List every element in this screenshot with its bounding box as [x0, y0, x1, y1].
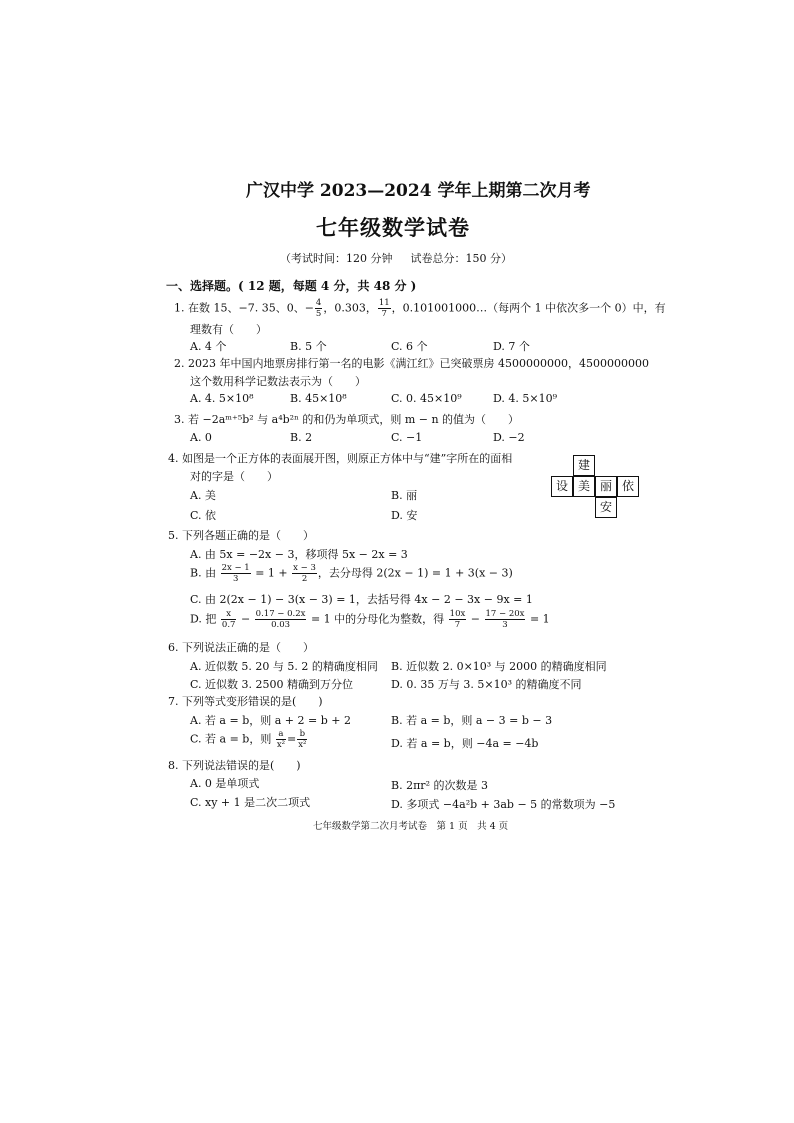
- net-cell-jian: 建: [573, 455, 595, 476]
- option-c: C. 由 2(2x − 1) − 3(x − 3) = 1，去括号得 4x − 2 − 3x − 9x = 1: [190, 593, 533, 606]
- question-4-stem: 4. 如图是一个正方体的表面展开图，则原正方体中与“建”字所在的面相: [168, 452, 513, 465]
- option-c: C. 0. 45×10⁹: [391, 392, 462, 405]
- net-cell-yi: 依: [617, 476, 639, 497]
- fraction: $\frac{x - 3}{2}$: [293, 563, 316, 584]
- option-b: B. 近似数 2. 0×10³ 与 2000 的精确度相同: [391, 660, 607, 673]
- question-text: ，0.101001000…（每两个 1 中依次多一个 0）中，有: [391, 301, 666, 315]
- question-2-stem: 2. 2023 年中国内地票房排行第一名的电影《满江红》已突破票房 4500000000，4500000000: [174, 357, 649, 370]
- option-a: A. 4. 5×10⁸: [190, 392, 254, 405]
- net-cell-an: 安: [595, 497, 617, 518]
- question-8-stem: 8. 下列说法错误的是( ): [168, 759, 301, 772]
- option-b: B. 2πr² 的次数是 3: [391, 779, 488, 792]
- question-1-stem-cont: 理数有（ ）: [190, 323, 267, 336]
- option-a: A. 0 是单项式: [190, 777, 260, 790]
- question-4-stem-cont: 对的字是（ ）: [190, 470, 278, 483]
- question-1-stem: 1. 在数 15、−7. 35、0、− $\frac{4}{5}$ ，0.303， $\frac{11}{7}$ ，0.101001000…（每两个 1 中依次多一个 0）中，有: [174, 298, 666, 319]
- fraction: $\frac{10x}{7}$: [449, 609, 466, 630]
- net-cell-mei: 美: [573, 476, 595, 497]
- fraction: $\frac{b}{\text{x²}}$: [298, 729, 307, 750]
- option-b: B. 2: [290, 431, 313, 444]
- option-d: D. 多项式 −4a²b + 3ab − 5 的常数项为 −5: [391, 798, 616, 811]
- option-a: A. 0: [190, 431, 212, 444]
- option-d: D. 安: [391, 509, 418, 522]
- option-d: D. −2: [493, 431, 525, 444]
- option-b: B. 由 $\frac{2x - 1}{3}$ = 1 + $\frac{x - 3}{2}$ ，去分母得 2(2x − 1) = 1 + 3(x − 3): [190, 563, 513, 584]
- fraction: $\frac{11}{7}$: [378, 298, 390, 319]
- question-text: 1. 在数 15、−7. 35、0、: [174, 301, 305, 315]
- exam-subtitle: 七年级数学试卷: [316, 215, 470, 240]
- option-d: D. 4. 5×10⁹: [493, 392, 558, 405]
- exam-info: （考试时间：120 分钟 试卷总分：150 分）: [280, 252, 512, 265]
- question-6-stem: 6. 下列说法正确的是（ ）: [168, 641, 314, 654]
- option-c: C. xy + 1 是二次二项式: [190, 796, 311, 809]
- question-5-stem: 5. 下列各题正确的是（ ）: [168, 529, 314, 542]
- option-c: C. −1: [391, 431, 423, 444]
- fraction: $\frac{a}{\text{x²}}$: [276, 729, 286, 750]
- fraction: $\frac{17 - 20x}{3}$: [485, 609, 525, 630]
- option-a: A. 4 个: [190, 340, 227, 353]
- option-b: B. 若 a = b，则 a − 3 = b − 3: [391, 714, 553, 727]
- option-d: D. 把 $\frac{x}{0.7}$ − $\frac{0.17 - 0.2x}{0.03}$ = 1 中的分母化为整数，得 $\frac{10x}{7}$ − $\frac{17 - 20x}{3}$ = 1: [190, 609, 550, 630]
- option-a: A. 近似数 5. 20 与 5. 2 的精确度相同: [190, 660, 378, 673]
- question-2-stem-cont: 这个数用科学记数法表示为（ ）: [190, 375, 366, 388]
- fraction: $\frac{0.17 - 0.2x}{0.03}$: [255, 609, 306, 630]
- question-3-stem: 3. 若 −2aᵐ⁺⁵b² 与 a⁴b²ⁿ 的和仍为单项式，则 m − n 的值为（ ）: [174, 413, 520, 426]
- fraction: $\frac{x}{0.7}$: [221, 609, 236, 630]
- fraction: $\frac{4}{5}$: [315, 298, 322, 319]
- section-title: 一、选择题。( 12 题，每题 4 分，共 48 分 ): [166, 279, 417, 293]
- option-b: B. 5 个: [290, 340, 327, 353]
- option-a: A. 由 5x = −2x − 3，移项得 5x − 2x = 3: [190, 548, 408, 561]
- question-7-stem: 7. 下列等式变形错误的是( ): [168, 695, 323, 708]
- option-c: C. 依: [190, 509, 217, 522]
- exam-title: 广汉中学 2023—2024 学年上期第二次月考: [246, 181, 591, 201]
- option-d: D. 若 a = b，则 −4a = −4b: [391, 737, 539, 750]
- option-b: B. 45×10⁸: [290, 392, 347, 405]
- question-text: ，0.303，: [323, 301, 377, 315]
- fraction: $\frac{2x - 1}{3}$: [221, 563, 250, 584]
- option-c: C. 近似数 3. 2500 精确到万分位: [190, 678, 353, 691]
- option-c: C. 6 个: [391, 340, 428, 353]
- option-d: D. 0. 35 万与 3. 5×10³ 的精确度不同: [391, 678, 582, 691]
- option-a: A. 若 a = b，则 a + 2 = b + 2: [190, 714, 351, 727]
- net-cell-she: 设: [551, 476, 573, 497]
- option-a: A. 美: [190, 489, 216, 502]
- option-c: C. 若 a = b，则 $\frac{a}{\text{x²}}$ = $\frac{b}{\text{x²}}$: [190, 729, 307, 750]
- option-b: B. 丽: [391, 489, 418, 502]
- page-footer: 七年级数学第二次月考试卷 第 1 页 共 4 页: [313, 821, 509, 832]
- option-d: D. 7 个: [493, 340, 530, 353]
- net-cell-li: 丽: [595, 476, 617, 497]
